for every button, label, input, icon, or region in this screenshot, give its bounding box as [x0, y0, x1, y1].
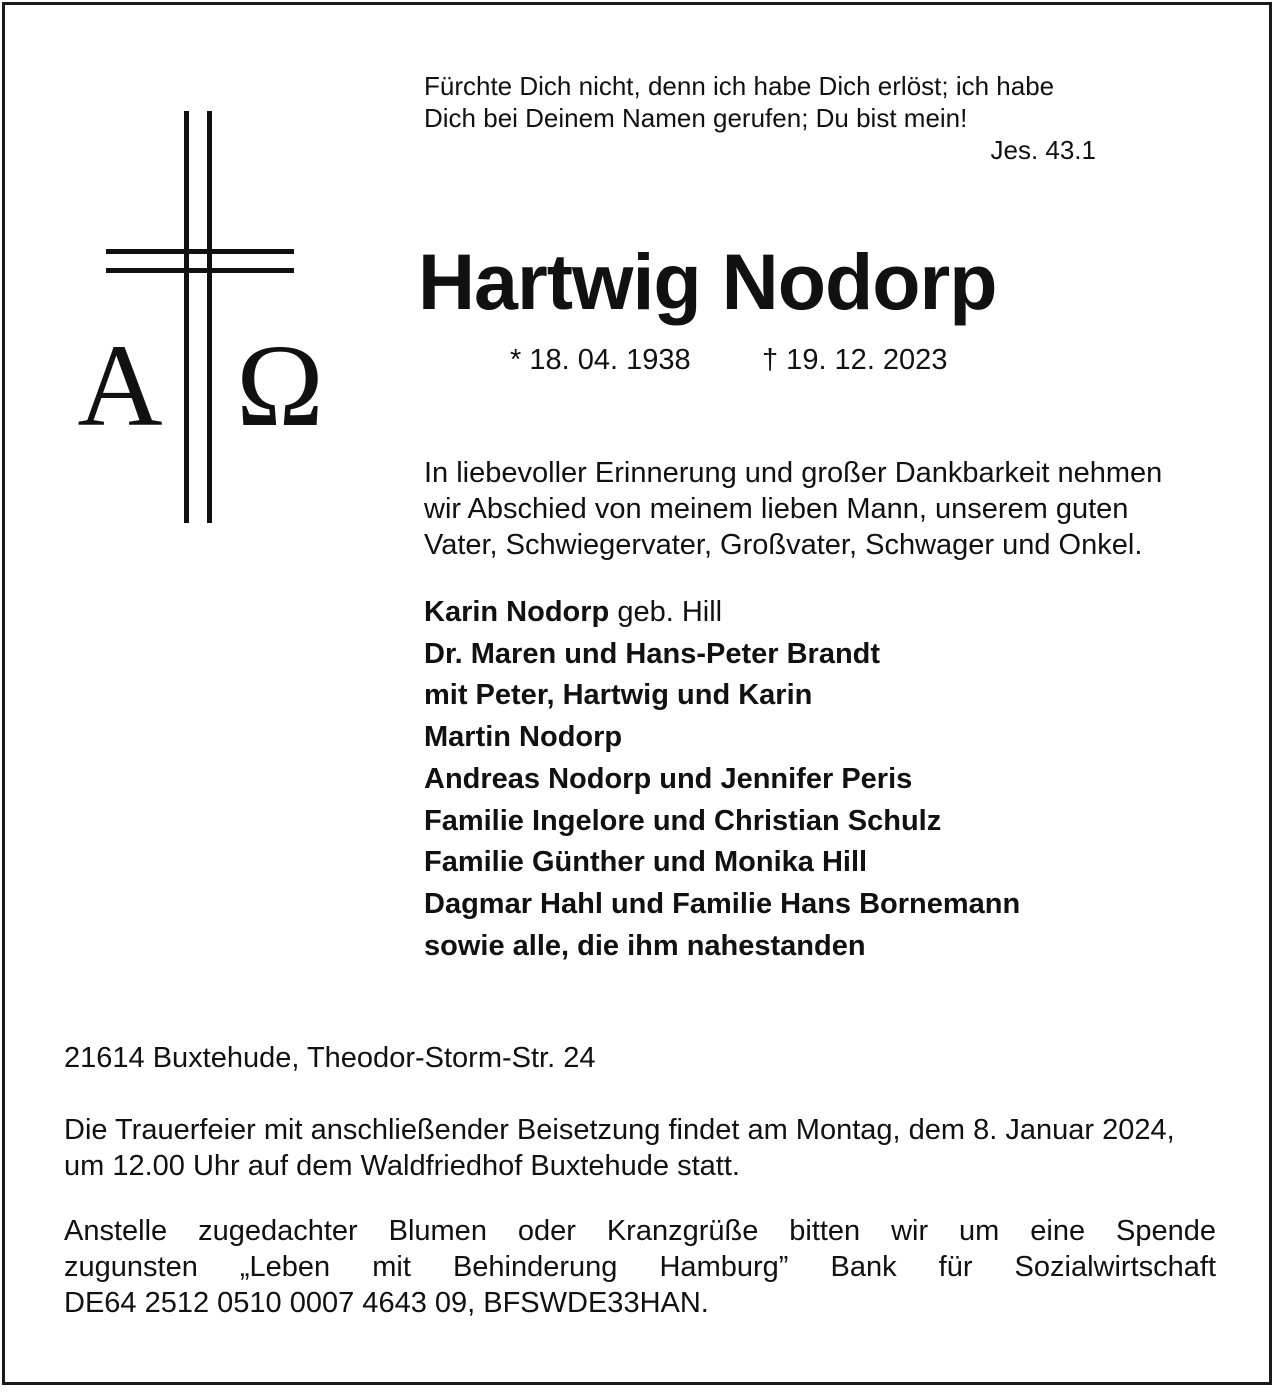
funeral-service-info: [64, 1112, 1216, 1184]
deceased-name: Hartwig Nodorp: [418, 237, 997, 326]
alpha-letter: A: [77, 320, 163, 451]
home-address: [64, 1040, 1216, 1076]
donation-line: Anstelle zugedachter Blumen oder Kranzgrüße bitten wir um eine Spende: [64, 1215, 1216, 1247]
cross-vertical-left: [184, 111, 189, 523]
cross-vertical-right: [207, 111, 212, 523]
mourner-line: Familie Ingelore und Christian Schulz: [424, 804, 942, 837]
intro-text: [424, 455, 1224, 563]
cross-horizontal-top: [106, 249, 294, 254]
omega-letter: Ω: [236, 320, 324, 451]
mourner-line: [424, 592, 1224, 634]
intro-line: wir Abschied von meinem lieben Mann, unserem guten: [424, 493, 1129, 525]
service-line: um 12.00 Uhr auf dem Waldfriedhof Buxtehude statt.: [64, 1150, 740, 1182]
verse-line: Fürchte Dich nicht, denn ich habe Dich erlöst; ich habe: [424, 71, 1055, 101]
donation-info: [64, 1213, 1216, 1321]
mourner-name: Karin Nodorp: [424, 596, 610, 628]
mourners-list: [424, 592, 1224, 967]
mourner-line: Familie Günther und Monika Hill: [424, 846, 868, 879]
birth-date: * 18. 04. 1938: [510, 344, 691, 376]
intro-line: Vater, Schwiegervater, Großvater, Schwager und Onkel.: [424, 529, 1143, 561]
service-line: Die Trauerfeier mit anschließender Beisetzung findet am Montag, dem 8. Januar 2024,: [64, 1114, 1175, 1146]
mourner-line: Martin Nodorp: [424, 721, 623, 754]
address-line: 21614 Buxtehude, Theodor-Storm-Str. 24: [64, 1042, 596, 1074]
mourner-line: Dr. Maren und Hans-Peter Brandt: [424, 637, 881, 670]
verse-line: Dich bei Deinem Namen gerufen; Du bist mein!: [424, 103, 968, 133]
intro-line: In liebevoller Erinnerung und großer Dankbarkeit nehmen: [424, 457, 1163, 489]
cross-alpha-omega-icon: [60, 105, 350, 535]
mourner-line: Dagmar Hahl und Familie Hans Bornemann: [424, 887, 1021, 920]
verse-reference: Jes. 43.1: [990, 135, 1096, 165]
donation-line: DE64 2512 0510 0007 4643 09, BFSWDE33HAN.: [64, 1287, 709, 1319]
mourner-maiden-name: geb. Hill: [609, 596, 723, 628]
mourner-line: mit Peter, Hartwig und Karin: [424, 679, 813, 712]
bible-verse: [424, 70, 1114, 166]
donation-line: zugunsten „Leben mit Behinderung Hamburg” Bank für Sozialwirtschaft: [64, 1251, 1216, 1283]
death-date: † 19. 12. 2023: [762, 344, 948, 376]
cross-horizontal-bottom: [106, 268, 294, 273]
mourner-line: sowie alle, die ihm nahestanden: [424, 929, 866, 962]
mourner-line: Andreas Nodorp und Jennifer Peris: [424, 762, 913, 795]
